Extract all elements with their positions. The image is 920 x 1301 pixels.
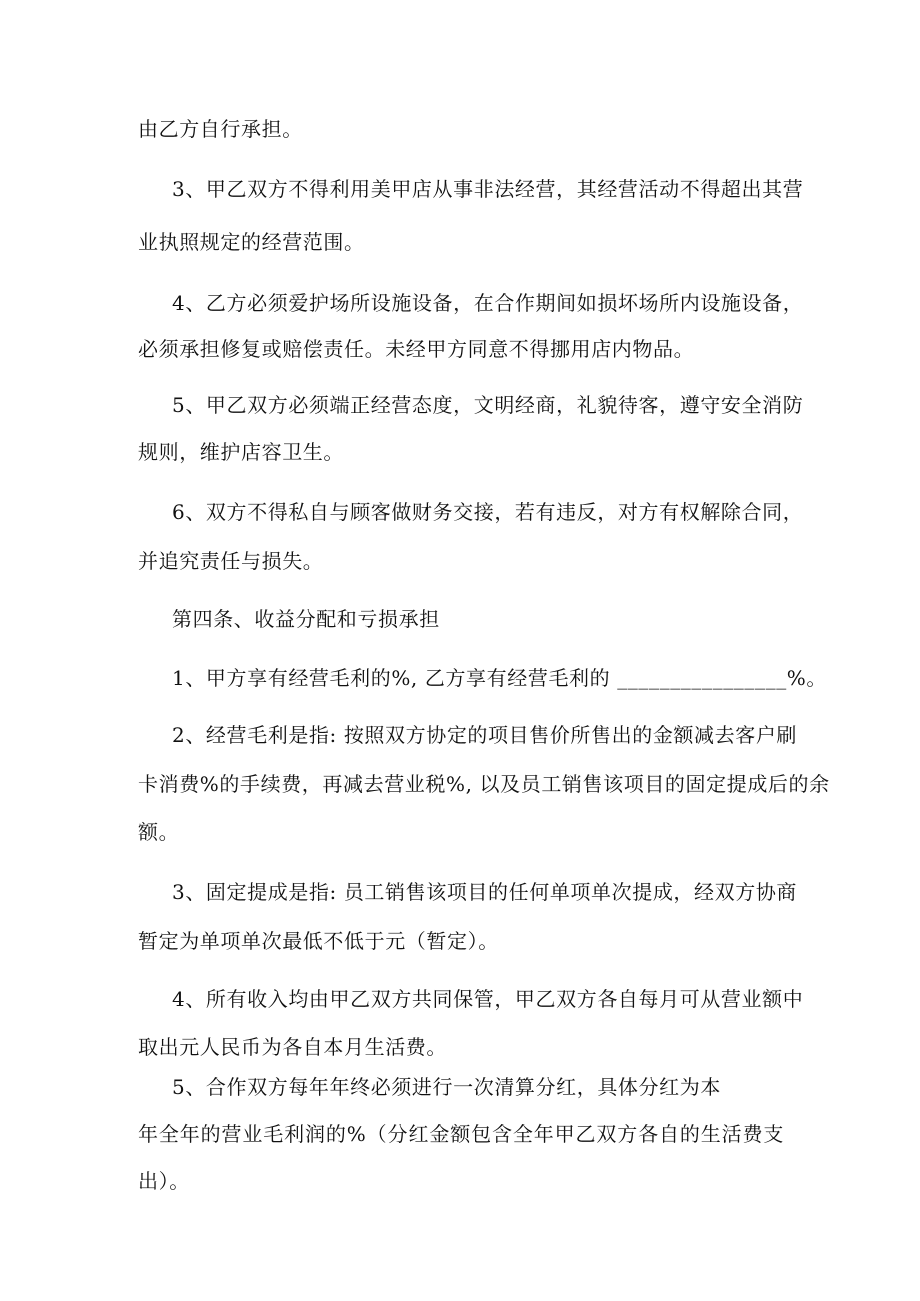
paragraph-line: 5、合作双方每年年终必须进行一次清算分红，具体分红为本 [172, 1075, 721, 1099]
paragraph-line: 6、双方不得私自与顾客做财务交接，若有违反，对方有权解除合同， [172, 500, 804, 524]
paragraph-line: 1、甲方享有经营毛利的%, 乙方享有经营毛利的 ________________%。 [172, 666, 828, 690]
paragraph-line: 并追究责任与损失。 [138, 549, 324, 573]
paragraph-line: 2、经营毛利是指: 按照双方协定的项目售价所售出的金额减去客户刷 [172, 723, 798, 747]
paragraph-line: 必须承担修复或赔偿责任。未经甲方同意不得挪用店内物品。 [138, 337, 695, 361]
paragraph-line: 规则，维护店容卫生。 [138, 440, 344, 464]
paragraph-line: 5、甲乙双方必须端正经营态度，文明经商，礼貌待客，遵守安全消防 [172, 393, 804, 417]
paragraph-line: 额。 [138, 820, 180, 844]
paragraph-line: 暂定为单项单次最低不低于元（暂定）。 [138, 929, 499, 953]
paragraph-line: 由乙方自行承担。 [138, 117, 303, 141]
paragraph-line: 4、乙方必须爱护场所设施设备，在合作期间如损坏场所内设施设备， [172, 291, 804, 315]
paragraph-line: 业执照规定的经营范围。 [138, 230, 365, 254]
paragraph-line: 卡消费%的手续费，再减去营业税%, 以及员工销售该项目的固定提成后的余 [138, 772, 830, 796]
section-heading: 第四条、收益分配和亏损承担 [172, 607, 440, 631]
paragraph-line: 3、固定提成是指: 员工销售该项目的任何单项单次提成，经双方协商 [172, 880, 798, 904]
paragraph-line: 3、甲乙双方不得利用美甲店从事非法经营，其经营活动不得超出其营 [172, 177, 804, 201]
paragraph-line: 出）。 [138, 1169, 190, 1193]
paragraph-line: 年全年的营业毛利润的%（分红金额包含全年甲乙双方各自的生活费支 [138, 1122, 784, 1146]
paragraph-line: 取出元人民币为各自本月生活费。 [138, 1035, 447, 1059]
paragraph-line: 4、所有收入均由甲乙双方共同保管，甲乙双方各自每月可从营业额中 [172, 987, 804, 1011]
